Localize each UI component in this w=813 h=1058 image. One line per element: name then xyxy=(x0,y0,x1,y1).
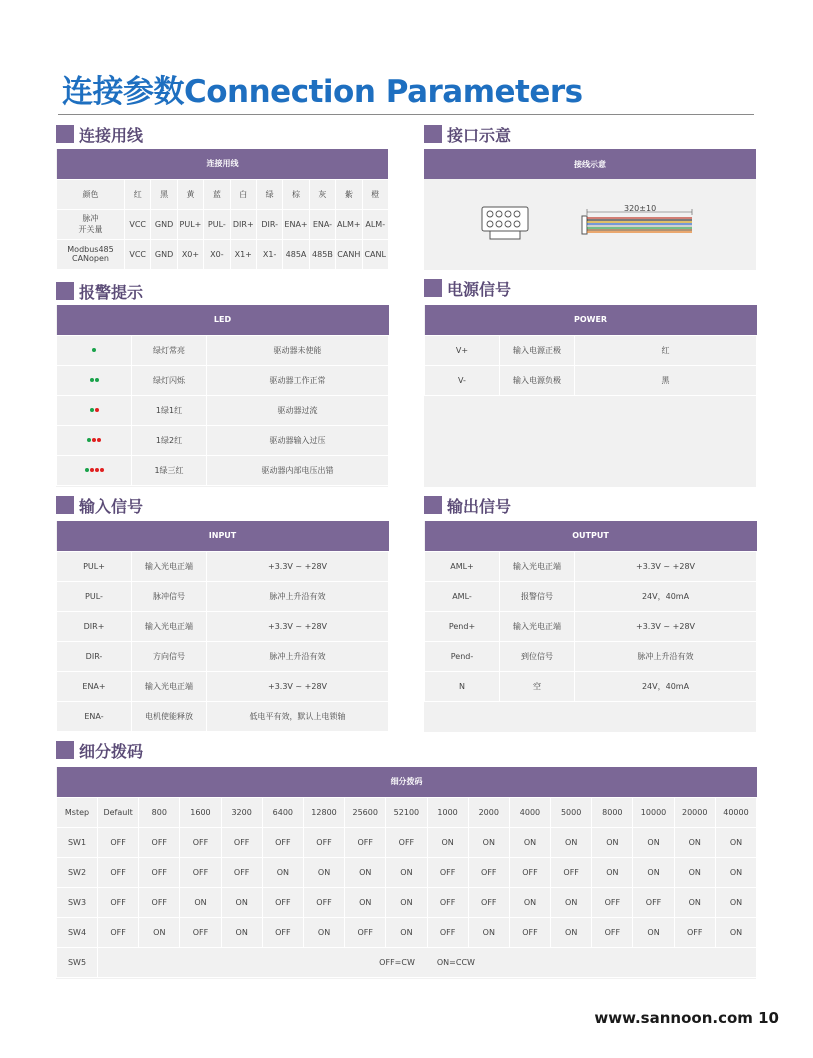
section-marker-icon xyxy=(56,741,74,759)
signal-function: 到位信号 xyxy=(500,641,575,671)
switch-state: OFF xyxy=(303,827,344,857)
power-panel xyxy=(424,305,756,487)
led-state: 绿灯常亮 xyxy=(132,335,207,365)
step-value: 10000 xyxy=(633,797,674,827)
switch-state: ON xyxy=(262,857,303,887)
table-cell: VCC xyxy=(125,209,151,239)
switch-state: ON xyxy=(551,827,592,857)
switch-state: OFF xyxy=(139,887,180,917)
signal-function: 输入光电正端 xyxy=(132,671,207,701)
switch-state: ON xyxy=(221,917,262,947)
table-cell: GND xyxy=(151,239,177,269)
table-cell: 红 xyxy=(125,179,151,209)
table-cell: CANL xyxy=(362,239,388,269)
section-heading-interface: 接口示意 xyxy=(424,122,511,146)
led-indicator xyxy=(57,455,132,485)
signal-spec: 脉冲上升沿有效 xyxy=(207,581,389,611)
led-table xyxy=(56,305,389,486)
switch-state: OFF xyxy=(98,917,139,947)
green-led-icon xyxy=(90,378,94,382)
switch-state: OFF xyxy=(180,827,221,857)
green-led-icon xyxy=(90,408,94,412)
signal-name: PUL- xyxy=(57,581,132,611)
switch-state: OFF xyxy=(221,857,262,887)
red-led-icon xyxy=(92,438,96,442)
switch-state: OFF xyxy=(98,827,139,857)
signal-name: DIR- xyxy=(57,641,132,671)
switch-state: OFF xyxy=(262,917,303,947)
table-row xyxy=(425,335,757,365)
switch-state: ON xyxy=(715,887,756,917)
red-led-icon xyxy=(95,408,99,412)
table-cell: ALM+ xyxy=(336,209,362,239)
row-label: 颜色 xyxy=(57,179,125,209)
title-divider xyxy=(58,114,754,115)
led-description: 驱动器内部电压出错 xyxy=(207,455,389,485)
table-cell: 485A xyxy=(283,239,309,269)
signal-name: ENA+ xyxy=(57,671,132,701)
switch-state: OFF xyxy=(592,887,633,917)
switch-state: OFF xyxy=(303,887,344,917)
row-label: SW3 xyxy=(57,887,98,917)
sw5-on-direction: ON=CCW xyxy=(436,957,475,967)
switch-state: ON xyxy=(468,827,509,857)
table-cell: CANH xyxy=(336,239,362,269)
signal-function: 输入光电正端 xyxy=(132,611,207,641)
power-table-header: POWER xyxy=(425,305,757,335)
switch-state: ON xyxy=(386,857,427,887)
table-row xyxy=(57,611,389,641)
row-label: Mstep xyxy=(57,797,98,827)
signal-function: 空 xyxy=(500,671,575,701)
signal-function: 报警信号 xyxy=(500,581,575,611)
signal-function: 电机使能释放 xyxy=(132,701,207,731)
switch-state: OFF xyxy=(139,827,180,857)
switch-state: OFF xyxy=(386,827,427,857)
table-cell: 灰 xyxy=(309,179,335,209)
switch-state: OFF xyxy=(180,857,221,887)
switch-state: ON xyxy=(551,887,592,917)
step-value: Default xyxy=(98,797,139,827)
signal-name: Pend- xyxy=(425,641,500,671)
switch-state: OFF xyxy=(509,917,550,947)
section-marker-icon xyxy=(424,279,442,297)
table-cell: X1- xyxy=(256,239,282,269)
led-panel xyxy=(56,305,388,487)
switch-state: ON xyxy=(345,857,386,887)
switch-state: OFF xyxy=(221,827,262,857)
wiring-table-header: 连接用线 xyxy=(57,149,389,179)
switch-state: OFF xyxy=(509,857,550,887)
table-row xyxy=(57,455,389,485)
table-row xyxy=(57,701,389,731)
signal-function: 输入光电正端 xyxy=(500,551,575,581)
signal-spec: 红 xyxy=(575,335,757,365)
switch-state: ON xyxy=(674,827,715,857)
step-value: 1000 xyxy=(427,797,468,827)
table-cell: VCC xyxy=(125,239,151,269)
led-indicator xyxy=(57,425,132,455)
table-row xyxy=(57,425,389,455)
signal-name: DIR+ xyxy=(57,611,132,641)
switch-state: OFF xyxy=(98,887,139,917)
table-row xyxy=(57,179,389,209)
table-row xyxy=(425,611,757,641)
table-cell: X0+ xyxy=(177,239,203,269)
cable-length-label: 320±10 xyxy=(624,204,657,213)
green-led-icon xyxy=(92,348,96,352)
switch-state: OFF xyxy=(468,857,509,887)
switch-state: ON xyxy=(633,857,674,887)
input-panel xyxy=(56,521,388,732)
table-row xyxy=(425,365,757,395)
red-led-icon xyxy=(90,468,94,472)
red-led-icon xyxy=(100,468,104,472)
microstep-panel xyxy=(56,767,756,979)
switch-state: OFF xyxy=(262,827,303,857)
microstep-table xyxy=(56,767,757,978)
page-title: 连接参数Connection Parameters xyxy=(62,74,583,110)
table-row xyxy=(57,581,389,611)
section-marker-icon xyxy=(424,496,442,514)
table-row xyxy=(57,335,389,365)
led-description: 驱动器未使能 xyxy=(207,335,389,365)
switch-state: OFF xyxy=(180,917,221,947)
step-value: 8000 xyxy=(592,797,633,827)
signal-function: 方向信号 xyxy=(132,641,207,671)
row-label: SW4 xyxy=(57,917,98,947)
signal-name: N xyxy=(425,671,500,701)
row-label: SW1 xyxy=(57,827,98,857)
table-row xyxy=(57,209,389,239)
connector-plug-icon xyxy=(482,207,528,239)
signal-spec: +3.3V ~ +28V xyxy=(207,671,389,701)
interface-panel xyxy=(424,149,756,270)
step-value: 800 xyxy=(139,797,180,827)
switch-state: ON xyxy=(633,917,674,947)
table-row xyxy=(57,365,389,395)
table-row xyxy=(57,671,389,701)
signal-spec: +3.3V ~ +28V xyxy=(207,551,389,581)
section-marker-icon xyxy=(56,282,74,300)
table-cell: ENA- xyxy=(309,209,335,239)
switch-state: OFF xyxy=(468,887,509,917)
table-row xyxy=(57,857,757,887)
output-table-header: OUTPUT xyxy=(425,521,757,551)
switch-state: ON xyxy=(674,887,715,917)
switch-state: ON xyxy=(592,827,633,857)
switch-state: ON xyxy=(427,827,468,857)
switch-state: OFF xyxy=(427,887,468,917)
section-marker-icon xyxy=(56,496,74,514)
table-cell: X1+ xyxy=(230,239,256,269)
switch-state: OFF xyxy=(551,857,592,887)
switch-state: ON xyxy=(468,917,509,947)
connector-diagram xyxy=(424,179,756,270)
table-row xyxy=(57,239,389,269)
led-indicator xyxy=(57,365,132,395)
microstep-table-header: 细分拨码 xyxy=(57,767,757,797)
signal-spec: 24V，40mA xyxy=(575,671,757,701)
signal-spec: 脉冲上升沿有效 xyxy=(207,641,389,671)
red-led-icon xyxy=(97,438,101,442)
row-label: SW2 xyxy=(57,857,98,887)
table-row xyxy=(425,641,757,671)
table-row xyxy=(57,641,389,671)
signal-name: Pend+ xyxy=(425,611,500,641)
table-cell: DIR+ xyxy=(230,209,256,239)
led-description: 驱动器工作正常 xyxy=(207,365,389,395)
step-value: 25600 xyxy=(345,797,386,827)
led-table-header: LED xyxy=(57,305,389,335)
table-row xyxy=(57,917,757,947)
sw5-off-direction: OFF=CW xyxy=(379,957,415,967)
table-cell: 蓝 xyxy=(204,179,230,209)
section-heading-alarm: 报警提示 xyxy=(56,279,143,303)
signal-function: 输入电源负极 xyxy=(500,365,575,395)
signal-name: PUL+ xyxy=(57,551,132,581)
input-table-header: INPUT xyxy=(57,521,389,551)
switch-state: ON xyxy=(509,827,550,857)
green-led-icon xyxy=(85,468,89,472)
signal-spec: +3.3V ~ +28V xyxy=(575,611,757,641)
switch-state: OFF xyxy=(345,827,386,857)
switch-state: ON xyxy=(303,857,344,887)
section-heading-microstep: 细分拨码 xyxy=(56,738,143,762)
table-cell: 橙 xyxy=(362,179,388,209)
signal-function: 输入光电正端 xyxy=(132,551,207,581)
step-value: 12800 xyxy=(303,797,344,827)
led-state: 1绿2红 xyxy=(132,425,207,455)
signal-spec: +3.3V ~ +28V xyxy=(575,551,757,581)
green-led-icon xyxy=(95,378,99,382)
table-cell: 黄 xyxy=(177,179,203,209)
switch-state: OFF xyxy=(262,887,303,917)
switch-state: OFF xyxy=(98,857,139,887)
section-heading-wiring: 连接用线 xyxy=(56,122,143,146)
section-marker-icon xyxy=(56,125,74,143)
table-cell: 棕 xyxy=(283,179,309,209)
section-heading-power: 电源信号 xyxy=(424,276,511,300)
switch-state: ON xyxy=(303,917,344,947)
switch-state: ON xyxy=(715,827,756,857)
step-value: 5000 xyxy=(551,797,592,827)
red-led-icon xyxy=(95,468,99,472)
wiring-panel xyxy=(56,149,388,270)
section-heading-output: 输出信号 xyxy=(424,493,511,517)
table-cell: GND xyxy=(151,209,177,239)
signal-name: ENA- xyxy=(57,701,132,731)
signal-function: 输入光电正端 xyxy=(500,611,575,641)
table-row xyxy=(425,671,757,701)
page-footer: www.sannoon.com 10 xyxy=(594,1009,779,1027)
switch-state: ON xyxy=(509,887,550,917)
step-value: 2000 xyxy=(468,797,509,827)
switch-state: ON xyxy=(345,887,386,917)
switch-state: OFF xyxy=(427,917,468,947)
table-cell: 白 xyxy=(230,179,256,209)
switch-state: ON xyxy=(180,887,221,917)
switch-state: ON xyxy=(633,827,674,857)
switch-state: ON xyxy=(551,917,592,947)
table-row xyxy=(57,887,757,917)
switch-state: ON xyxy=(386,917,427,947)
switch-state: OFF xyxy=(345,917,386,947)
output-table xyxy=(424,521,757,702)
step-value: 20000 xyxy=(674,797,715,827)
row-label: Modbus485 CANopen xyxy=(57,239,125,269)
switch-state: OFF xyxy=(139,857,180,887)
table-cell: PUL+ xyxy=(177,209,203,239)
row-label: 脉冲 开关量 xyxy=(57,209,125,239)
table-cell: 485B xyxy=(309,239,335,269)
switch-state: OFF xyxy=(427,857,468,887)
power-table xyxy=(424,305,757,396)
switch-state: OFF xyxy=(633,887,674,917)
led-state: 1绿1红 xyxy=(132,395,207,425)
wiring-table xyxy=(56,149,389,270)
table-row xyxy=(57,827,757,857)
table-cell: DIR- xyxy=(256,209,282,239)
switch-state: OFF xyxy=(674,917,715,947)
signal-name: V- xyxy=(425,365,500,395)
section-heading-input: 输入信号 xyxy=(56,493,143,517)
step-value: 4000 xyxy=(509,797,550,827)
switch-state: ON xyxy=(674,857,715,887)
table-cell: 紫 xyxy=(336,179,362,209)
switch-state: ON xyxy=(386,887,427,917)
signal-name: V+ xyxy=(425,335,500,365)
switch-state: ON xyxy=(139,917,180,947)
switch-state: OFF xyxy=(592,917,633,947)
step-value: 52100 xyxy=(386,797,427,827)
step-value: 1600 xyxy=(180,797,221,827)
signal-spec: 脉冲上升沿有效 xyxy=(575,641,757,671)
sw5-direction xyxy=(98,947,757,977)
interface-header: 接线示意 xyxy=(424,149,756,179)
table-row xyxy=(57,797,757,827)
switch-state: ON xyxy=(715,917,756,947)
table-row xyxy=(57,395,389,425)
step-value: 40000 xyxy=(715,797,756,827)
table-row xyxy=(425,551,757,581)
led-indicator xyxy=(57,395,132,425)
section-marker-icon xyxy=(424,125,442,143)
table-row xyxy=(57,947,757,977)
switch-state: ON xyxy=(221,887,262,917)
table-row xyxy=(425,581,757,611)
step-value: 6400 xyxy=(262,797,303,827)
output-panel xyxy=(424,521,756,732)
signal-spec: +3.3V ~ +28V xyxy=(207,611,389,641)
led-indicator xyxy=(57,335,132,365)
signal-spec: 低电平有效，默认上电锁轴 xyxy=(207,701,389,731)
signal-function: 输入电源正极 xyxy=(500,335,575,365)
led-state: 1绿三红 xyxy=(132,455,207,485)
table-cell: ENA+ xyxy=(283,209,309,239)
signal-spec: 24V，40mA xyxy=(575,581,757,611)
signal-spec: 黑 xyxy=(575,365,757,395)
led-state: 绿灯闪烁 xyxy=(132,365,207,395)
step-value: 3200 xyxy=(221,797,262,827)
table-cell: ALM- xyxy=(362,209,388,239)
row-label: SW5 xyxy=(57,947,98,977)
table-cell: 绿 xyxy=(256,179,282,209)
table-row xyxy=(57,551,389,581)
signal-name: AML- xyxy=(425,581,500,611)
green-led-icon xyxy=(87,438,91,442)
led-description: 驱动器过流 xyxy=(207,395,389,425)
table-cell: 黑 xyxy=(151,179,177,209)
led-description: 驱动器输入过压 xyxy=(207,425,389,455)
table-cell: X0- xyxy=(204,239,230,269)
signal-function: 脉冲信号 xyxy=(132,581,207,611)
switch-state: ON xyxy=(715,857,756,887)
switch-state: ON xyxy=(592,857,633,887)
signal-name: AML+ xyxy=(425,551,500,581)
table-cell: PUL- xyxy=(204,209,230,239)
input-table xyxy=(56,521,389,732)
